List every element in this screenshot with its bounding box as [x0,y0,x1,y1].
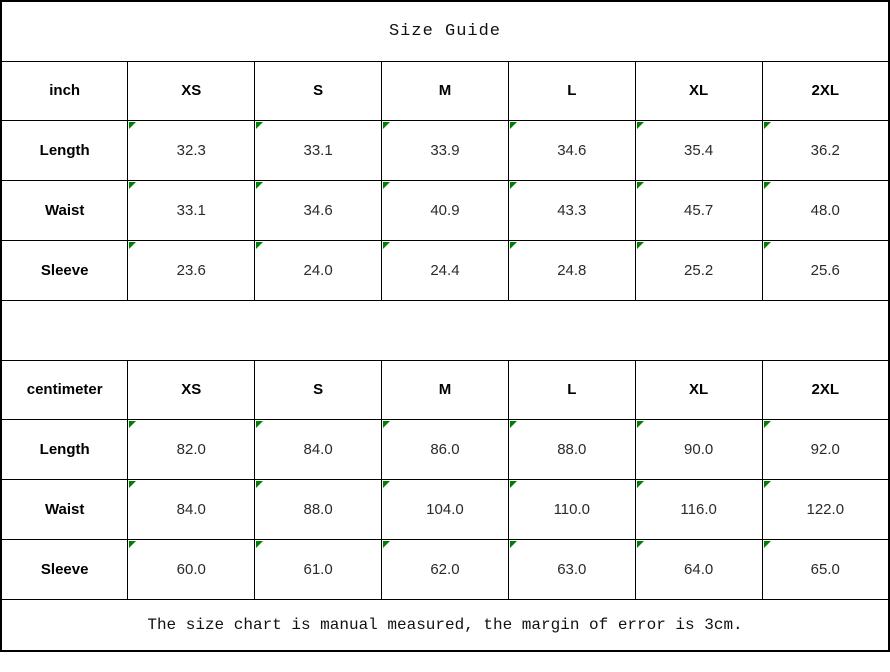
header-row-centimeter [1,360,889,419]
size-cell [255,419,382,479]
col-header-m: M [382,61,509,120]
flag-triangle-icon [383,122,390,129]
size-cell [635,180,762,240]
size-value: 65.0 [810,560,840,578]
size-value: 34.6 [303,201,333,219]
col-header-xs: XS [128,360,255,419]
size-value: 24.4 [430,261,460,279]
size-value: 45.7 [684,201,714,219]
header-row-inch [1,61,889,120]
size-cell [635,479,762,539]
size-value: 23.6 [176,261,206,279]
footer-row [1,599,889,651]
size-cell [382,479,509,539]
size-cell [128,539,255,599]
col-header-xl: XL [635,360,762,419]
flag-triangle-icon [256,122,263,129]
spacer-row [1,300,889,360]
size-value: 88.0 [557,440,587,458]
flag-triangle-icon [129,242,136,249]
flag-triangle-icon [510,182,517,189]
size-value: 64.0 [684,560,714,578]
col-header-xl: XL [635,61,762,120]
size-value: 82.0 [176,440,206,458]
flag-triangle-icon [256,421,263,428]
size-value: 48.0 [810,201,840,219]
unit-header-inch: inch [1,61,128,120]
size-value: 104.0 [426,500,464,518]
size-cell [635,419,762,479]
size-cell [128,479,255,539]
flag-triangle-icon [129,541,136,548]
size-value: 84.0 [303,440,333,458]
size-value: 35.4 [684,141,714,159]
row-label-sleeve: Sleeve [1,240,128,300]
size-cell [762,180,889,240]
size-cell [382,419,509,479]
size-cell [382,240,509,300]
size-value: 116.0 [680,500,717,518]
size-value: 88.0 [303,500,333,518]
size-cell [255,180,382,240]
row-label-length: Length [1,419,128,479]
size-cell [255,240,382,300]
size-cell [635,120,762,180]
size-value: 24.0 [303,261,333,279]
size-cell [508,539,635,599]
row-label-waist: Waist [1,479,128,539]
flag-triangle-icon [383,421,390,428]
size-cell [382,120,509,180]
size-cell [128,120,255,180]
flag-triangle-icon [383,541,390,548]
flag-triangle-icon [383,242,390,249]
flag-triangle-icon [510,541,517,548]
col-header-2xl: 2XL [762,360,889,419]
col-header-m: M [382,360,509,419]
col-header-l: L [508,61,635,120]
size-value: 25.6 [810,261,840,279]
size-value: 62.0 [430,560,460,578]
page-title: Size Guide [1,1,889,61]
col-header-2xl: 2XL [762,61,889,120]
size-value: 33.1 [303,141,333,159]
row-label-waist: Waist [1,180,128,240]
size-value: 43.3 [557,201,587,219]
flag-triangle-icon [637,481,644,488]
size-cell [128,419,255,479]
size-value: 32.3 [176,141,206,159]
col-header-xs: XS [128,61,255,120]
size-cell [762,120,889,180]
size-cell [762,479,889,539]
size-cell [382,539,509,599]
flag-triangle-icon [256,242,263,249]
size-cell [255,539,382,599]
size-value: 92.0 [810,440,840,458]
flag-triangle-icon [510,421,517,428]
flag-triangle-icon [764,481,771,488]
flag-triangle-icon [256,481,263,488]
size-value: 24.8 [557,261,587,279]
flag-triangle-icon [637,421,644,428]
flag-triangle-icon [637,182,644,189]
flag-triangle-icon [764,242,771,249]
flag-triangle-icon [129,182,136,189]
size-value: 40.9 [430,201,460,219]
spacer-cell [1,300,889,360]
size-cell [762,240,889,300]
flag-triangle-icon [637,242,644,249]
size-cell [508,180,635,240]
size-cell [508,419,635,479]
size-cell [635,539,762,599]
size-value: 90.0 [684,440,714,458]
row-sleeve-inch [1,240,889,300]
size-value: 60.0 [176,560,206,578]
flag-triangle-icon [510,242,517,249]
size-value: 122.0 [806,500,845,518]
flag-triangle-icon [129,122,136,129]
row-waist-centimeter [1,479,889,539]
size-cell [255,479,382,539]
size-cell [128,180,255,240]
row-label-length: Length [1,120,128,180]
flag-triangle-icon [256,182,263,189]
flag-triangle-icon [764,421,771,428]
flag-triangle-icon [129,421,136,428]
size-cell [508,479,635,539]
flag-triangle-icon [510,122,517,129]
size-value: 36.2 [810,141,840,159]
flag-triangle-icon [256,541,263,548]
row-length-centimeter [1,419,889,479]
row-sleeve-centimeter [1,539,889,599]
row-label-sleeve: Sleeve [1,539,128,599]
size-cell [128,240,255,300]
flag-triangle-icon [637,541,644,548]
size-cell [635,240,762,300]
flag-triangle-icon [637,122,644,129]
col-header-s: S [255,360,382,419]
col-header-s: S [255,61,382,120]
size-cell [762,419,889,479]
size-cell [762,539,889,599]
col-header-l: L [508,360,635,419]
size-value: 61.0 [303,560,333,578]
flag-triangle-icon [383,182,390,189]
size-value: 34.6 [557,141,587,159]
flag-triangle-icon [764,182,771,189]
size-value: 86.0 [430,440,460,458]
flag-triangle-icon [510,481,517,488]
size-cell [255,120,382,180]
size-value: 25.2 [684,261,714,279]
size-cell [382,180,509,240]
size-cell [508,120,635,180]
size-value: 33.9 [430,141,460,159]
flag-triangle-icon [764,122,771,129]
size-value: 110.0 [553,500,591,518]
size-value: 63.0 [557,560,587,578]
footer-note: The size chart is manual measured, the margin of error is 3cm. [1,599,889,651]
flag-triangle-icon [764,541,771,548]
flag-triangle-icon [383,481,390,488]
title-row [1,1,889,61]
size-cell [508,240,635,300]
row-waist-inch [1,180,889,240]
flag-triangle-icon [129,481,136,488]
unit-header-centimeter: centimeter [1,360,128,419]
row-length-inch [1,120,889,180]
size-value: 84.0 [176,500,206,518]
size-value: 33.1 [176,201,206,219]
